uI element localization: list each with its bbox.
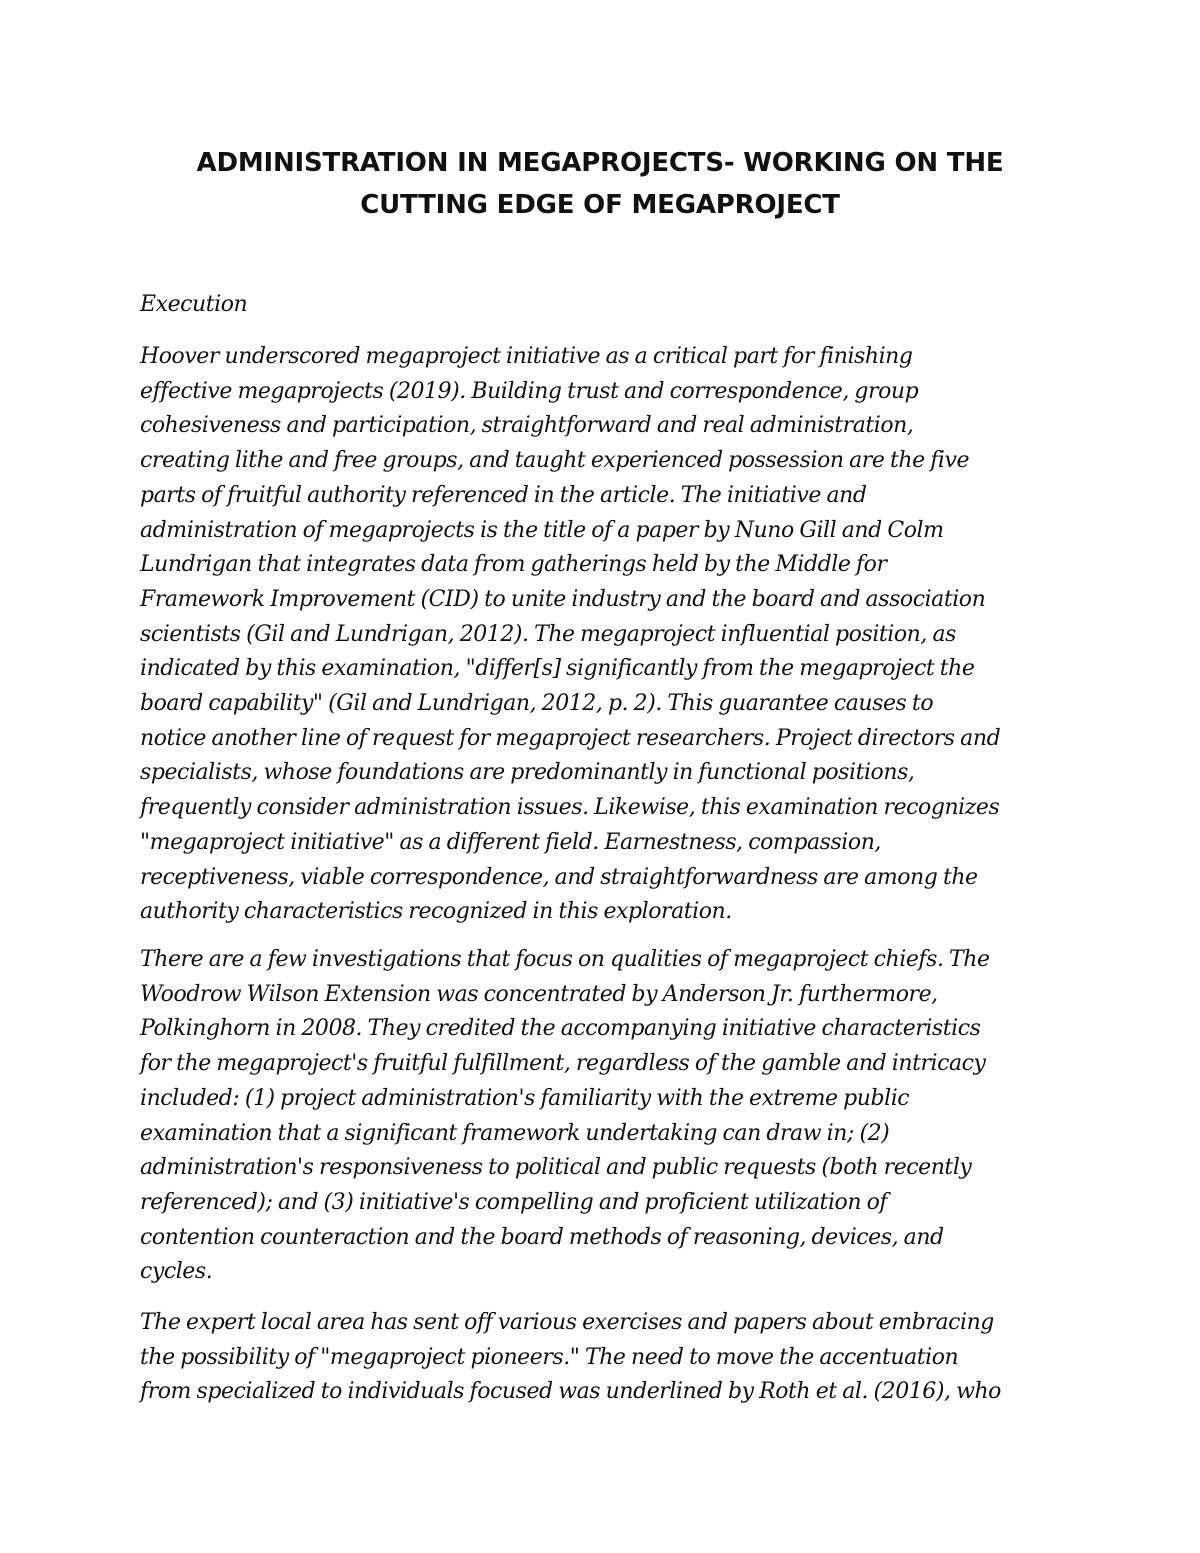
text-line: included: (1) project administration's familiarity with the extreme public bbox=[140, 1085, 910, 1111]
text-line: cycles. bbox=[140, 1259, 213, 1285]
text-line: The expert local area has sent off various exercises and papers about embracing bbox=[140, 1310, 994, 1335]
text-line: the possibility of "megaproject pioneers." The need to move the accentuation bbox=[140, 1344, 959, 1370]
title-line: CUTTING EDGE OF MEGAPROJECT bbox=[360, 190, 840, 220]
text-line: authority characteristics recognized in this exploration. bbox=[140, 899, 732, 925]
text-line: contention counteraction and the board methods of reasoning, devices, and bbox=[140, 1224, 944, 1250]
section-heading: Execution bbox=[140, 292, 248, 317]
text-line: Lundrigan that integrates data from gatherings held by the Middle for bbox=[140, 552, 887, 578]
text-line: Framework Improvement (CID) to unite industry and the board and association bbox=[140, 586, 986, 612]
text-line: effective megaprojects (2019). Building trust and correspondence, group bbox=[140, 378, 919, 404]
text-line: Woodrow Wilson Extension was concentrated by Anderson Jr. furthermore, bbox=[140, 981, 938, 1007]
text-line: examination that a significant framework undertaking can draw in; (2) bbox=[140, 1120, 890, 1146]
text-line: Polkinghorn in 2008. They credited the accompanying initiative characteristics bbox=[140, 1016, 981, 1042]
paragraph-1 bbox=[140, 340, 1065, 930]
text-line: "megaproject initiative" as a different field. Earnestness, compassion, bbox=[140, 829, 881, 855]
paragraph-2 bbox=[140, 943, 1065, 1290]
text-line: scientists (Gil and Lundrigan, 2012). The megaproject influential position, as bbox=[140, 621, 956, 647]
text-line: specialists, whose foundations are predominantly in functional positions, bbox=[140, 760, 915, 786]
paragraph-3 bbox=[140, 1306, 1065, 1410]
title-line: ADMINISTRATION IN MEGAPROJECTS- WORKING ON THE bbox=[196, 148, 1004, 178]
text-line: receptiveness, viable correspondence, and straightforwardness are among the bbox=[140, 864, 978, 890]
text-line: from specialized to individuals focused was underlined by Roth et al. (2016), who bbox=[140, 1379, 1001, 1405]
text-line: Hoover underscored megaproject initiative as a critical part for finishing bbox=[140, 344, 913, 369]
document-title bbox=[140, 142, 1060, 226]
text-line: cohesiveness and participation, straightforward and real administration, bbox=[140, 413, 914, 439]
text-line: notice another line of request for megaproject researchers. Project directors and bbox=[140, 725, 1001, 751]
text-line: parts of fruitful authority referenced in the article. The initiative and bbox=[140, 482, 867, 508]
text-line: board capability" (Gil and Lundrigan, 2012, p. 2). This guarantee causes to bbox=[140, 691, 934, 717]
text-line: indicated by this examination, "differ[s] significantly from the megaproject the bbox=[140, 656, 975, 682]
text-line: creating lithe and free groups, and taught experienced possession are the five bbox=[140, 448, 970, 474]
text-line: for the megaproject's fruitful fulfillment, regardless of the gamble and intricacy bbox=[140, 1051, 986, 1077]
text-line: administration's responsiveness to political and public requests (both recently bbox=[140, 1155, 972, 1181]
text-line: frequently consider administration issues. Likewise, this examination recognizes bbox=[140, 795, 1000, 821]
text-line: referenced); and (3) initiative's compelling and proficient utilization of bbox=[140, 1189, 888, 1215]
text-line: There are a few investigations that focus on qualities of megaproject chiefs. The bbox=[140, 947, 990, 972]
text-line: administration of megaprojects is the title of a paper by Nuno Gill and Colm bbox=[140, 517, 944, 543]
